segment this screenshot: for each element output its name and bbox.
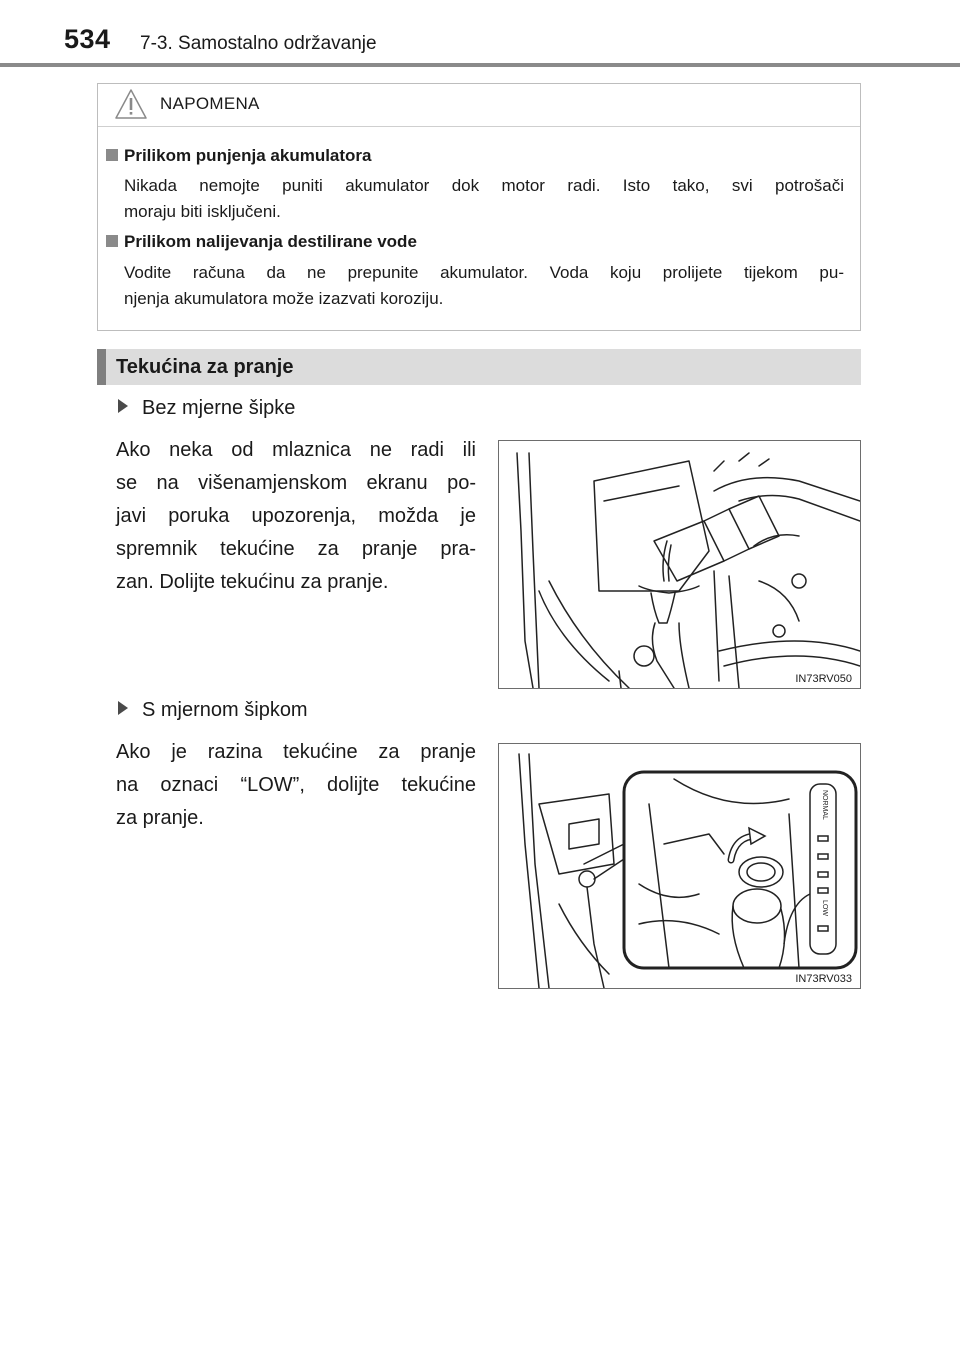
note-text-charging: Nikada nemojte puniti akumulator dok motor radi. Isto tako, svi potrošači moraju biti isključeni. [124,176,844,221]
paragraph-with-dipstick: Ako je razina tekućine za pranje na oznaci “LOW”, dolijte tekućine za pranje. [116,741,476,829]
dipstick-low-label: LOW [821,900,828,916]
note-text-distilled-water: Vodite računa da ne prepunite akumulator. Voda koju prolijete tijekom pu- njenja akumulatora može izazvati koroziju. [124,263,844,308]
section-heading: Tekućina za pranje [97,349,861,385]
note-heading-distilled-water: Prilikom nalijevanja destilirane vode [106,232,417,252]
section-title: 7-3. Samostalno održavanje [140,33,377,54]
washer-fluid-funnel-illustration [499,441,860,688]
triangle-bullet-icon [118,399,128,413]
page-number: 534 [64,24,111,54]
figure-pouring-washer-fluid [498,440,861,689]
triangle-bullet-icon [118,701,128,715]
bullet-without-dipstick: Bez mjerne šipke [118,397,295,420]
square-bullet-icon [106,235,118,247]
figure-dipstick [498,743,861,989]
dipstick-normal-label: NORMAL [821,790,828,820]
header-rule [0,63,960,67]
figure-code: IN73RV050 [795,673,852,685]
square-bullet-icon [106,149,118,161]
notice-box [97,83,861,331]
warning-icon [114,88,148,120]
figure-code: IN73RV033 [795,973,852,985]
bullet-with-dipstick: S mjernom šipkom [118,699,308,722]
paragraph-without-dipstick: Ako neka od mlaznica ne radi ili se na višenamjenskom ekranu po- javi poruka upozorenja, možda je spremnik tekućine za pranje pra- zan. Dolijte tekućinu za pranje. [116,439,476,593]
notice-title: NAPOMENA [160,94,260,113]
notice-header [98,84,860,127]
washer-reservoir-dipstick-illustration [499,744,860,988]
note-heading-charging: Prilikom punjenja akumulatora [106,146,372,166]
